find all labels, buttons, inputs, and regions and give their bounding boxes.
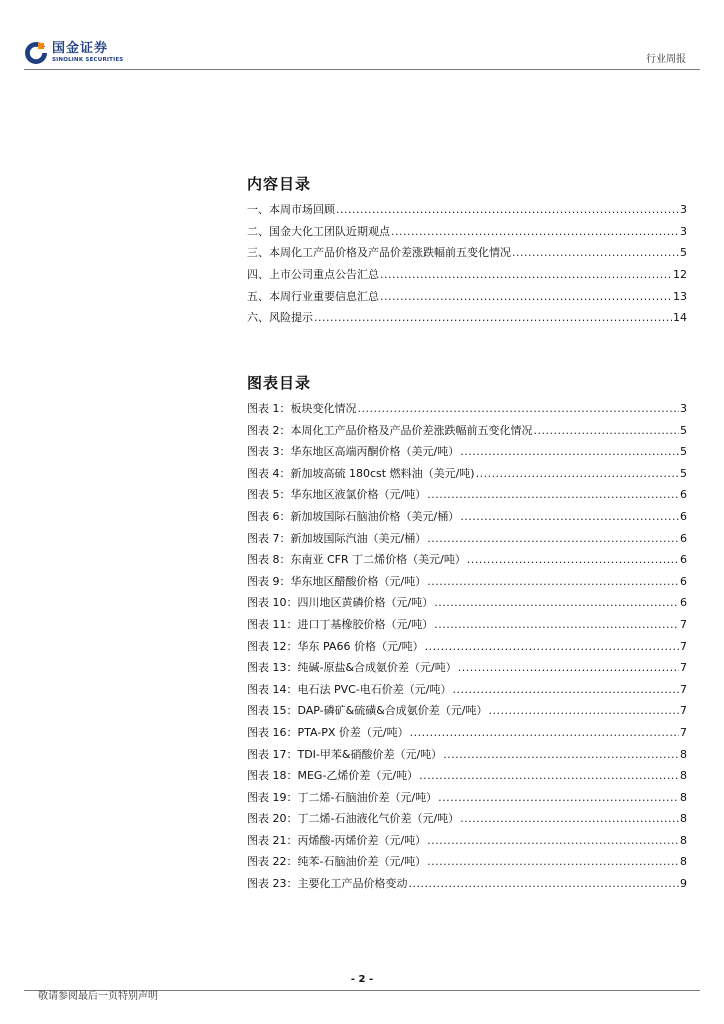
figures-list: [247, 398, 687, 895]
toc-entry-page: 3: [680, 224, 687, 238]
figure-entry[interactable]: [247, 463, 687, 485]
contents-entry[interactable]: [247, 199, 687, 221]
dot-leader: [427, 830, 679, 852]
figure-entry[interactable]: [247, 744, 687, 766]
figure-entry[interactable]: [247, 398, 687, 420]
dot-leader: [336, 199, 679, 221]
toc-entry-text: 图表 14：电石法 PVC-电石价差（元/吨）: [247, 682, 452, 696]
dot-leader: [427, 571, 679, 593]
figure-entry[interactable]: [247, 700, 687, 722]
dot-leader: [489, 700, 679, 722]
toc-entry-page: 14: [673, 311, 687, 325]
toc-entry-page: 6: [680, 531, 687, 545]
toc-entry-text: 图表 23：主要化工产品价格变动: [247, 877, 408, 891]
figure-entry[interactable]: [247, 614, 687, 636]
figure-entry[interactable]: [247, 657, 687, 679]
dot-leader: [434, 614, 679, 636]
dot-leader: [534, 420, 680, 442]
toc-entry-page: 7: [680, 639, 687, 653]
toc-entry-page: 8: [680, 790, 687, 804]
figure-entry[interactable]: [247, 549, 687, 571]
dot-leader: [425, 636, 679, 658]
disclaimer-text: 敬请参阅最后一页特别声明: [38, 991, 158, 1002]
toc-entry-page: 3: [680, 402, 687, 415]
toc-entry-page: 3: [680, 203, 687, 216]
contents-entry[interactable]: [247, 307, 687, 329]
toc-entry-text: 图表 19：丁二烯-石脑油价差（元/吨）: [247, 790, 438, 804]
figure-entry[interactable]: [247, 787, 687, 809]
dot-leader: [512, 242, 679, 264]
figure-entry[interactable]: [247, 851, 687, 873]
toc-entry-text: 图表 11：进口丁基橡胶价格（元/吨）: [247, 617, 434, 631]
dot-leader: [443, 744, 679, 766]
dot-leader: [391, 221, 679, 243]
dot-leader: [427, 851, 679, 873]
contents-title: 内容目录: [247, 175, 312, 193]
header-divider: [24, 69, 700, 70]
toc-entry-page: 6: [680, 488, 687, 502]
toc-entry-page: 12: [673, 268, 687, 282]
toc-entry-text: 图表 4：新加坡高硫 180cst 燃料油（美元/吨): [247, 466, 475, 480]
toc-entry-page: 6: [680, 509, 687, 523]
report-type-label: 行业周报: [646, 54, 686, 65]
dot-leader: [453, 679, 679, 701]
toc-entry-page: 7: [680, 682, 687, 696]
figure-entry[interactable]: [247, 484, 687, 506]
toc-entry-page: 8: [680, 855, 687, 869]
logo-text: [52, 42, 123, 64]
toc-entry-text: 图表 8：东南亚 CFR 丁二烯价格（美元/吨）: [247, 553, 466, 567]
figure-entry[interactable]: [247, 722, 687, 744]
toc-entry-text: 图表 18：MEG-乙烯价差（元/吨）: [247, 769, 419, 783]
figure-entry[interactable]: [247, 441, 687, 463]
figure-entry[interactable]: [247, 636, 687, 658]
figure-entry[interactable]: [247, 592, 687, 614]
dot-leader: [458, 657, 679, 679]
toc-entry-text: 图表 22：纯苯-石脑油价差（元/吨）: [247, 855, 427, 869]
toc-entry-page: 6: [680, 553, 687, 567]
contents-entry[interactable]: [247, 242, 687, 264]
figures-title: 图表目录: [247, 374, 312, 392]
toc-entry-page: 6: [680, 596, 687, 610]
toc-entry-text: 图表 7：新加坡国际汽油（美元/桶）: [247, 531, 427, 545]
toc-entry-page: 8: [680, 769, 687, 783]
company-logo: [24, 40, 123, 66]
toc-entry-page: 7: [680, 661, 687, 675]
figure-entry[interactable]: [247, 571, 687, 593]
figure-entry[interactable]: [247, 808, 687, 830]
figure-entry[interactable]: [247, 506, 687, 528]
dot-leader: [427, 528, 679, 550]
toc-entry-page: 9: [680, 877, 687, 891]
toc-entry-text: 图表 2：本周化工产品价格及产品价差涨跌幅前五变化情况: [247, 423, 533, 437]
toc-entry-page: 8: [680, 812, 687, 826]
dot-leader: [410, 722, 679, 744]
toc-entry-text: 图表 16：PTA-PX 价差（元/吨）: [247, 725, 409, 739]
contents-list: [247, 199, 687, 329]
dot-leader: [380, 264, 672, 286]
toc-entry-text: 四、上市公司重点公告汇总: [247, 268, 379, 282]
page-header: [0, 0, 724, 70]
toc-entry-page: 7: [680, 704, 687, 718]
toc-entry-text: 二、国金大化工团队近期观点: [247, 224, 390, 238]
dot-leader: [476, 463, 679, 485]
dot-leader: [427, 484, 679, 506]
toc-entry-page: 5: [680, 445, 687, 459]
toc-entry-text: 图表 13：纯碱-原盐&合成氨价差（元/吨）: [247, 661, 457, 675]
toc-entry-text: 一、本周市场回顾: [247, 203, 335, 216]
dot-leader: [467, 549, 679, 571]
toc-entry-text: 图表 12：华东 PA66 价格（元/吨）: [247, 639, 424, 653]
dot-leader: [409, 873, 680, 895]
figure-entry[interactable]: [247, 830, 687, 852]
toc-entry-text: 图表 1：板块变化情况: [247, 402, 357, 415]
toc-entry-text: 图表 6：新加坡国际石脑油价格（美元/桶）: [247, 509, 460, 523]
toc-entry-text: 图表 17：TDI-甲苯&硝酸价差（元/吨）: [247, 747, 443, 761]
toc-entry-text: 图表 3：华东地区高端丙酮价格（美元/吨）: [247, 445, 460, 459]
sinolink-logo-icon: [24, 41, 48, 65]
toc-entry-text: 图表 15：DAP-磷矿&硫磺&合成氨价差（元/吨）: [247, 704, 488, 718]
figure-entry[interactable]: [247, 679, 687, 701]
toc-entry-page: 5: [680, 466, 687, 480]
dot-leader: [434, 592, 679, 614]
toc-entry-page: 5: [680, 423, 687, 437]
toc-entry-page: 13: [673, 289, 687, 303]
toc-entry-page: 5: [680, 246, 687, 260]
toc-entry-page: 8: [680, 833, 687, 847]
dot-leader: [419, 765, 679, 787]
figure-entry[interactable]: [247, 528, 687, 550]
dot-leader: [438, 787, 679, 809]
contents-entry[interactable]: [247, 221, 687, 243]
dot-leader: [314, 307, 672, 329]
dot-leader: [460, 506, 679, 528]
toc-entry-text: 五、本周行业重要信息汇总: [247, 289, 379, 303]
dot-leader: [380, 286, 672, 308]
toc-entry-text: 三、本周化工产品价格及产品价差涨跌幅前五变化情况: [247, 246, 511, 260]
toc-entry-page: 6: [680, 574, 687, 588]
toc-entry-text: 图表 10：四川地区黄磷价格（元/吨）: [247, 596, 434, 610]
contents-entry[interactable]: [247, 286, 687, 308]
toc-entry-text: 图表 20：丁二烯-石油液化气价差（元/吨）: [247, 812, 460, 826]
figure-entry[interactable]: [247, 765, 687, 787]
toc-entry-page: 8: [680, 747, 687, 761]
toc-entry-page: 7: [680, 725, 687, 739]
logo-name-en: SINOLINK SECURITIES: [52, 57, 124, 64]
dot-leader: [358, 398, 680, 420]
logo-name-cn: 国金证券: [52, 41, 109, 57]
toc-entry-text: 图表 9：华东地区醋酸价格（元/吨）: [247, 574, 427, 588]
toc-entry-text: 六、风险提示: [247, 311, 313, 325]
dot-leader: [460, 808, 679, 830]
page-number: - 2 -: [350, 974, 374, 985]
toc-entry-page: 7: [680, 617, 687, 631]
toc-entry-text: 图表 21：丙烯酸-丙烯价差（元/吨）: [247, 833, 427, 847]
dot-leader: [460, 441, 679, 463]
figure-entry[interactable]: [247, 420, 687, 442]
toc-entry-text: 图表 5：华东地区液氯价格（元/吨）: [247, 488, 427, 502]
figure-entry[interactable]: [247, 873, 687, 895]
contents-entry[interactable]: [247, 264, 687, 286]
